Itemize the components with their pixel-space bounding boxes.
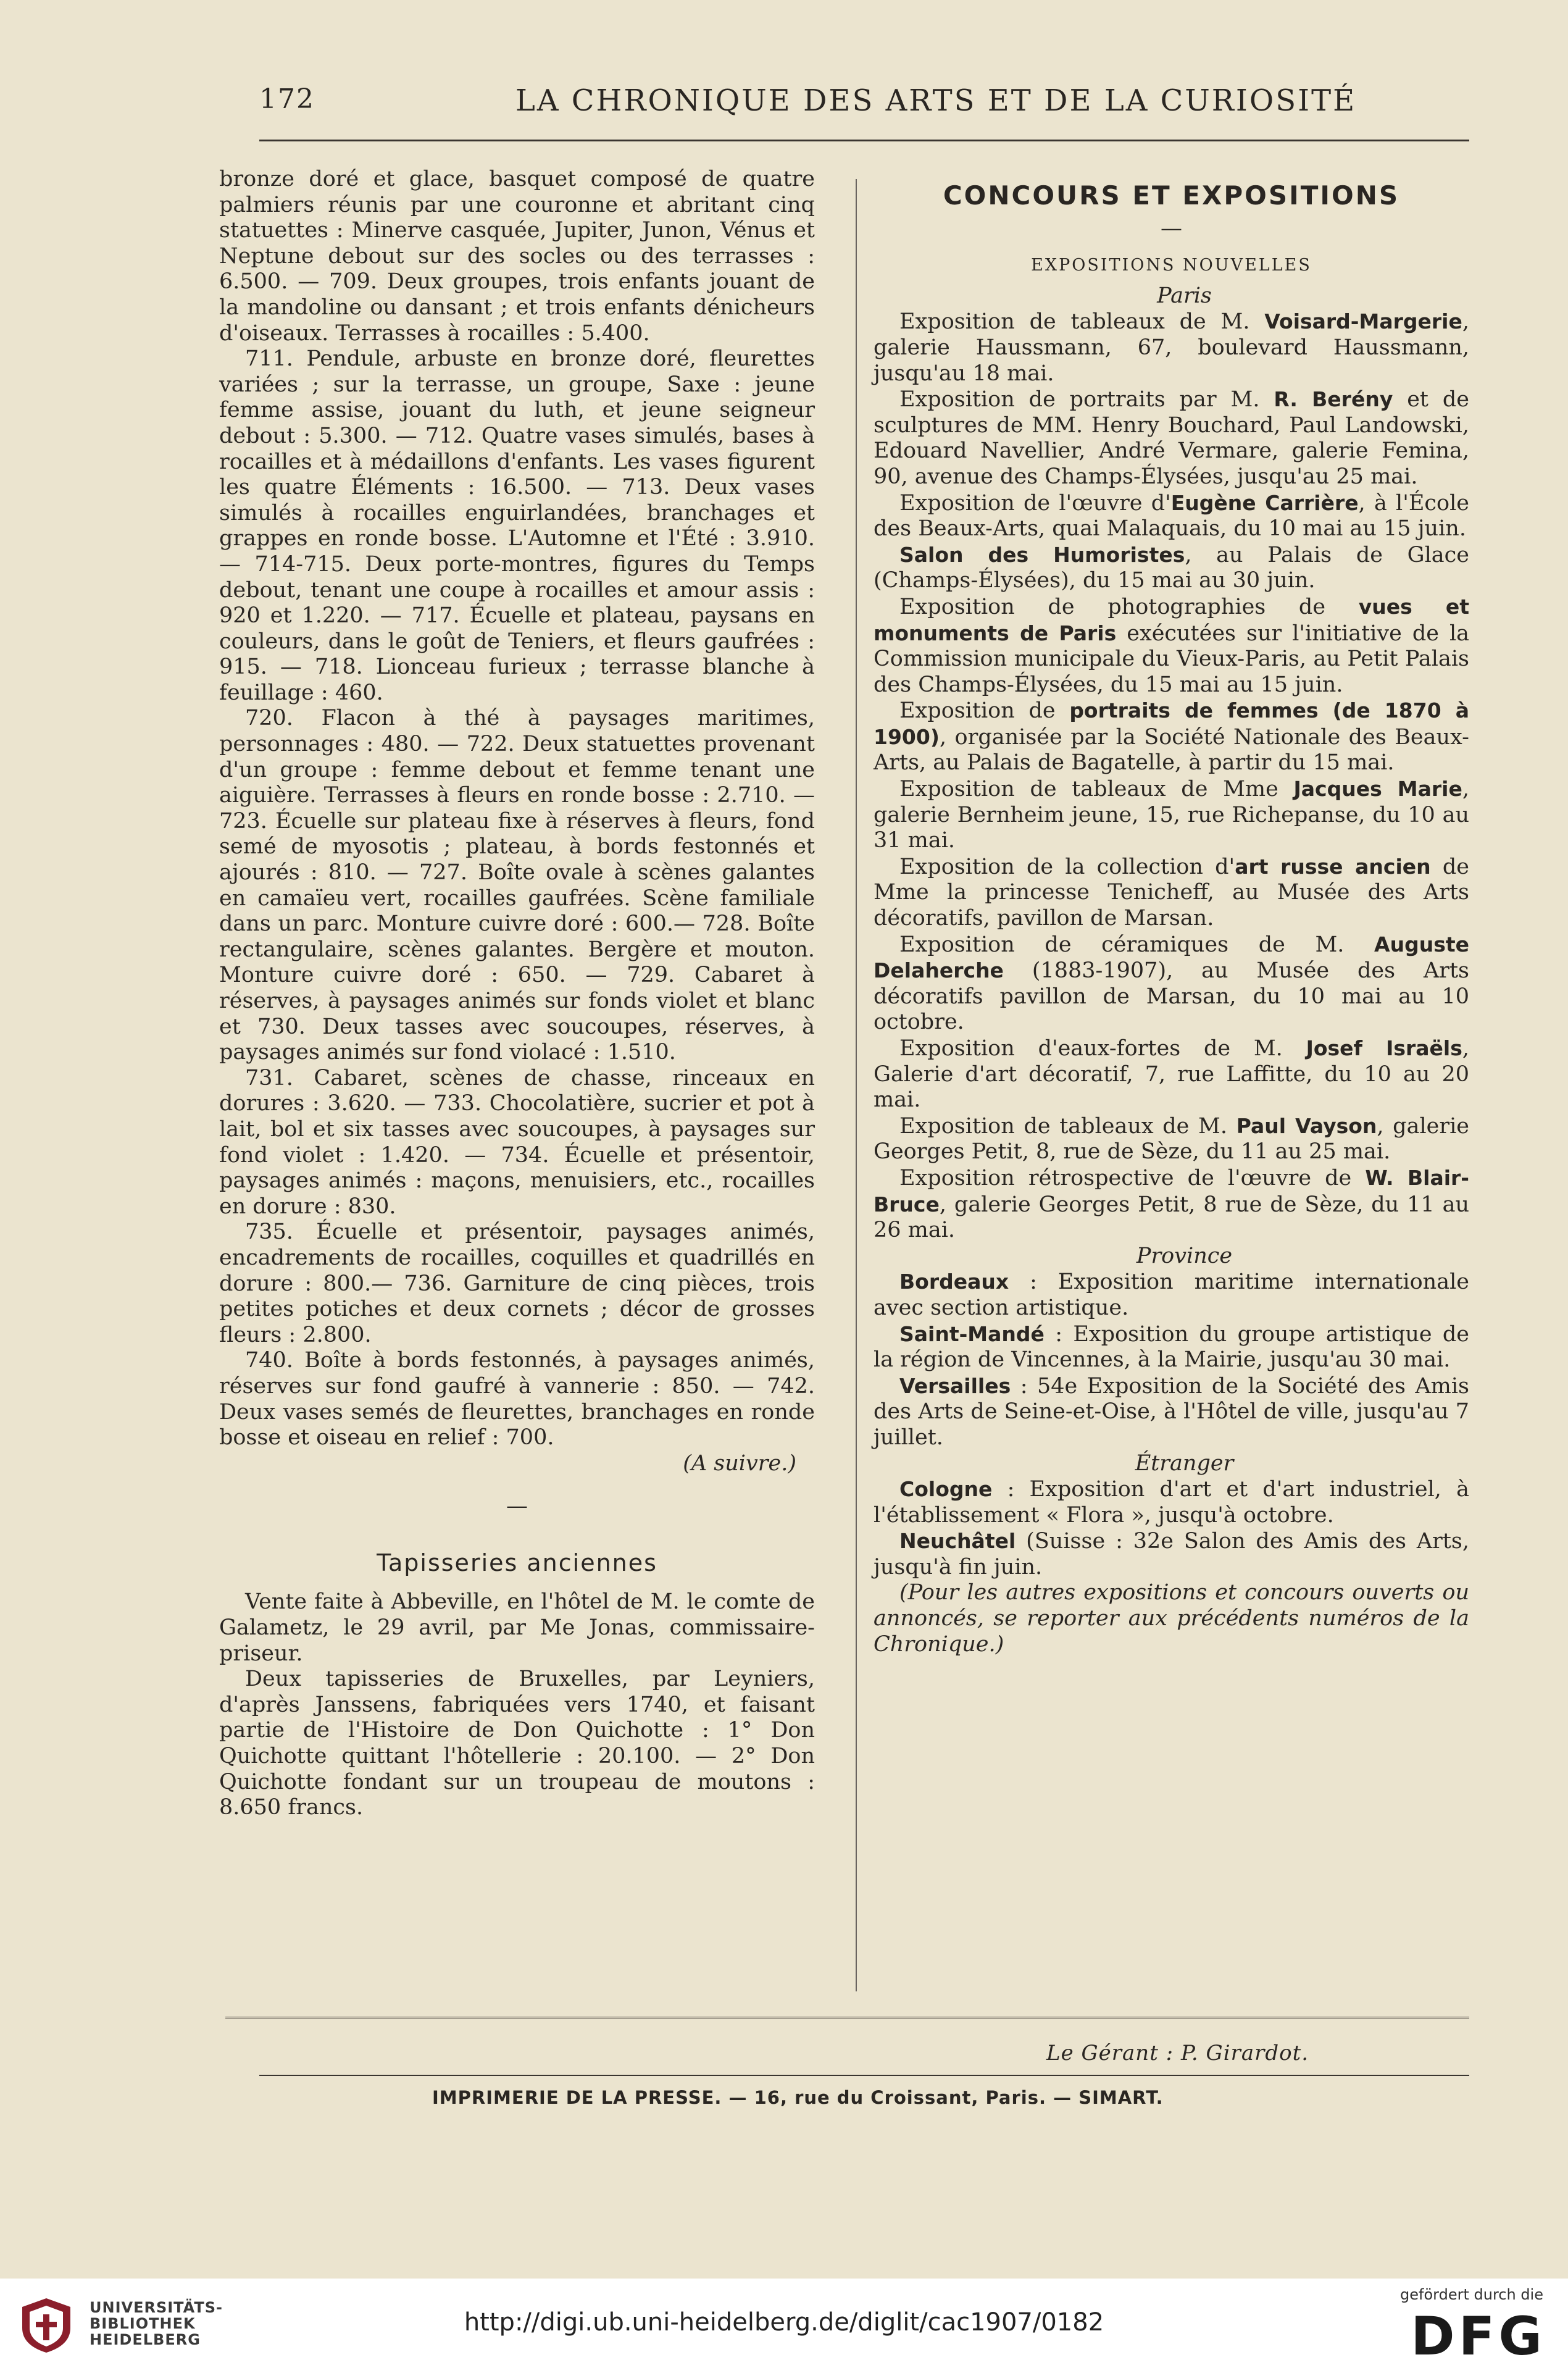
exhibition-entry xyxy=(874,387,1469,490)
entry-highlight: Bordeaux xyxy=(899,1270,1009,1294)
entry-text: exécutées sur l'initiative de la Commission municipale du Vieux-Paris, au Petit Palais des Champs-Élysées, du 15 mai au 15 juin. xyxy=(874,621,1470,697)
entry-text: (Suisse : 32e Salon des Amis des Arts, jusqu'à fin juin. xyxy=(874,1529,1469,1580)
tapestry-heading: Tapisseries anciennes xyxy=(377,1549,657,1576)
abroad-entries xyxy=(874,1476,1469,1580)
entry-text: Exposition de tableaux de M. xyxy=(899,309,1265,335)
entry-text: , galerie Haussmann, 67, boulevard Haussmann, jusqu'au 18 mai. xyxy=(874,309,1469,386)
dfg-logo: DFG xyxy=(1411,2306,1546,2367)
exhibition-entry xyxy=(874,309,1469,387)
entry-highlight: Auguste Delaherche xyxy=(874,932,1469,983)
entry-text: et de sculptures de MM. Henry Bouchard, Paul Landowski, Edouard Navellier, André Vermare, galerie Femina, 90, avenue des Champs-Élysées, jusqu'au 25 mai. xyxy=(874,387,1469,489)
exhibition-entry xyxy=(874,1165,1469,1244)
entry-text: , Galerie d'art décoratif, 7, rue Laffitte, du 10 au 20 mai. xyxy=(874,1036,1470,1113)
entry-text: Exposition de la collection d' xyxy=(899,854,1235,879)
permalink-url[interactable]: http://digi.ub.uni-heidelberg.de/diglit/cac1907/0182 xyxy=(464,2308,1104,2337)
province-entries xyxy=(874,1269,1469,1450)
entry-text: , au Palais de Glace (Champs-Élysées), du 15 mai au 30 juin. xyxy=(874,542,1469,593)
library-name-line: BIBLIOTHEK xyxy=(90,2315,196,2332)
entry-text: Exposition d'eaux-fortes de M. xyxy=(899,1036,1306,1061)
paragraph: Deux tapisseries de Bruxelles, par Leyniers, d'après Janssens, fabriquées vers 1740, et faisant partie de l'Histoire de Don Quichotte : 1° Don Quichotte quittant l'hôtellerie : 20.100. — 2° Don Quichotte fondant sur un troupeau de moutons : 8.650 francs. xyxy=(219,1667,815,1820)
printer-imprint: IMPRIMERIE DE LA PRESSE. — 16, rue du Croissant, Paris. — SIMART. xyxy=(432,2087,1164,2108)
abroad-label: Étranger xyxy=(1135,1450,1234,1476)
exhibition-entry xyxy=(874,1269,1469,1321)
paragraph: bronze doré et glace, basquet composé de quatre palmiers réunis par une couronne et abritant cinq statuettes : Minerve casquée, Jupiter, Junon, Vénus et Neptune debout sur des socles ou des terrasses : 6.500. — 709. Deux groupes, trois enfants jouant de la mandoline ou dansant ; et trois enfants dénicheurs d'oiseaux. Terrasses à rocailles : 5.400. xyxy=(219,167,815,346)
running-header xyxy=(259,83,1469,127)
section-title: CONCOURS ET EXPOSITIONS xyxy=(943,180,1400,211)
exhibition-entry xyxy=(874,542,1469,594)
exhibition-entry xyxy=(874,698,1469,776)
footer-rule xyxy=(259,2075,1469,2076)
entry-text: Exposition de tableaux de Mme xyxy=(899,777,1294,802)
entry-highlight: Cologne xyxy=(899,1477,993,1502)
journal-title: LA CHRONIQUE DES ARTS ET DE LA CURIOSITÉ xyxy=(515,83,1357,118)
library-name-line: HEIDELBERG xyxy=(90,2331,201,2348)
paragraph: 720. Flacon à thé à paysages maritimes, personnages : 480. — 722. Deux statuettes provenant d'un groupe : femme debout et femme tenant une aiguière. Terrasses à fleurs en ronde bosse : 2.710. — 723. Écuelle sur plateau fixe à réserves à fleurs, fond semé de myosotis ; plateau, à bords festonnés et ajourés : 810. — 727. Boîte ovale à scènes galantes en camaïeu vert, rocailles gaufrées. Scène familiale dans un parc. Monture cuivre doré : 600.— 728. Boîte rectangulaire, scènes galantes. Bergère et mouton. Monture cuivre doré : 650. — 729. Cabaret à réserves, à paysages animés sur fonds violet et blanc et 730. Deux tasses avec soucoupes, réserves, à paysages animés sur fond violacé : 1.510. xyxy=(219,706,815,1065)
entry-text: Exposition de portraits par M. xyxy=(899,387,1274,412)
entry-text: Exposition de céramiques de M. xyxy=(899,932,1375,957)
entry-text: : Exposition maritime internationale avec section artistique. xyxy=(874,1270,1469,1320)
entry-highlight: Saint-Mandé xyxy=(899,1321,1045,1346)
entry-highlight: vues et monuments de Paris xyxy=(874,594,1469,645)
exhibition-entry xyxy=(874,1528,1469,1580)
to-be-continued: (A suivre.) xyxy=(683,1450,796,1476)
exhibition-entry xyxy=(874,1036,1469,1113)
paris-entries xyxy=(874,309,1469,1243)
entry-text: Exposition de tableaux de M. xyxy=(899,1113,1236,1139)
province-label: Province xyxy=(1136,1243,1233,1268)
entry-highlight: Jacques Marie xyxy=(1293,777,1462,801)
funding-note: gefördert durch die xyxy=(1400,2286,1543,2303)
entry-text: , organisée par la Société Nationale des Beaux-Arts, au Palais de Bagatelle, à partir du 15 mai. xyxy=(874,724,1469,776)
paragraph: 740. Boîte à bords festonnés, à paysages animés, réserves sur fond gaufré à vannerie : 850. — 742. Deux vases semés de fleurettes, branchages en ronde bosse et oiseau en relief : 700. xyxy=(219,1348,815,1450)
library-name-line: UNIVERSITÄTS- xyxy=(90,2299,223,2316)
entry-text: Exposition rétrospective de l'œuvre de xyxy=(899,1165,1366,1191)
exhibition-entry xyxy=(874,1321,1469,1373)
separator-dash: — xyxy=(506,1494,528,1519)
paragraph: 711. Pendule, arbuste en bronze doré, fleurettes variées ; sur la terrasse, un groupe, Saxe : jeune femme assise, jouant du luth, et jeune seigneur debout : 5.300. — 712. Quatre vases simulés, bases à rocailles et à médaillons d'enfants. Les vases figurent les quatre Éléments : 16.500. — 713. Deux vases simulés à rocailles enguirlandées, branchages et grappes en ronde bosse. L'Automne et l'Été : 3.910. — 714-715. Deux porte-montres, figures du Temps debout, tenant une coupe à rocailles et amour assis : 920 et 1.220. — 717. Écuelle et plateau, paysans en couleurs, dans le goût de Teniers, et fleurs gaufrées : 915. — 718. Lionceau furieux ; terrasse blanche à feuillage : 460. xyxy=(219,346,815,705)
exhibition-entry xyxy=(874,776,1469,854)
entry-highlight: Salon des Humoristes xyxy=(899,542,1185,567)
paris-label: Paris xyxy=(1157,283,1212,308)
entry-text: Exposition de photographies de xyxy=(899,594,1359,619)
exhibition-entry xyxy=(874,1373,1469,1451)
paragraph: 735. Écuelle et présentoir, paysages animés, encadrements de rocailles, coquilles et quadrillés en dorure : 800.— 736. Garniture de cinq pièces, trois petites potiches et deux cornets ; décor de grosses fleurs : 2.800. xyxy=(219,1220,815,1347)
right-column xyxy=(874,167,1469,1657)
entry-text: : Exposition du groupe artistique de la région de Vincennes, à la Mairie, jusqu'au 30 mai. xyxy=(874,1321,1469,1373)
exhibition-entry xyxy=(874,854,1469,932)
page-number: 172 xyxy=(259,83,315,115)
left-column xyxy=(219,167,815,1821)
entry-highlight: portraits de femmes (de 1870 à 1900) xyxy=(874,698,1469,749)
entry-highlight: Voisard-Margerie xyxy=(1264,309,1462,334)
paragraph: 731. Cabaret, scènes de chasse, rinceaux en dorures : 3.620. — 733. Chocolatière, sucrier et pot à lait, bol et six tasses avec soucoupes, à paysages sur fond violet : 1.420. — 734. Écuelle et présentoir, paysages animés : maçons, menuisiers, etc., rocailles en dorure : 830. xyxy=(219,1065,815,1219)
closing-note: (Pour les autres expositions et concours ouverts ou annoncés, se reporter aux précédents numéros de la Chronique.) xyxy=(874,1580,1469,1657)
exhibition-entry xyxy=(874,1476,1469,1528)
exhibition-entry xyxy=(874,932,1469,1036)
section-dash: — xyxy=(1161,216,1182,241)
entry-highlight: art russe ancien xyxy=(1235,854,1431,879)
entry-highlight: Eugène Carrière xyxy=(1170,490,1359,515)
entry-highlight: Josef Israëls xyxy=(1306,1036,1462,1060)
entry-text: , à l'École des Beaux-Arts, quai Malaquais, du 10 mai au 15 juin. xyxy=(874,490,1469,542)
gerant-line: Le Gérant : P. Girardot. xyxy=(1046,2041,1309,2065)
exhibition-entry xyxy=(874,594,1469,698)
paragraph: Vente faite à Abbeville, en l'hôtel de M. le comte de Galametz, le 29 avril, par Me Jonas, commissaire-priseur. xyxy=(219,1589,815,1666)
entry-text: Exposition de l'œuvre d' xyxy=(899,490,1171,516)
entry-text: Exposition de xyxy=(899,698,1070,724)
entry-text: , galerie Georges Petit, 8, rue de Sèze, du 11 au 25 mai. xyxy=(874,1113,1469,1165)
header-rule xyxy=(259,140,1469,141)
entry-text: : Exposition d'art et d'art industriel, à l'établissement « Flora », jusqu'à octobre. xyxy=(874,1477,1469,1528)
column-separator xyxy=(856,179,857,1991)
entry-text: , galerie Georges Petit, 8 rue de Sèze, du 11 au 26 mai. xyxy=(874,1192,1469,1243)
subsection-title: EXPOSITIONS NOUVELLES xyxy=(1031,256,1312,275)
entry-highlight: R. Berény xyxy=(1274,387,1393,412)
exhibition-entry xyxy=(874,1113,1469,1165)
entry-text: (1883-1907), au Musée des Arts décoratifs pavillon de Marsan, du 10 mai au 10 octobre. xyxy=(874,958,1469,1035)
entry-highlight: Paul Vayson xyxy=(1236,1113,1377,1138)
entry-highlight: Neuchâtel xyxy=(899,1529,1016,1554)
entry-highlight: Versailles xyxy=(899,1373,1011,1398)
entry-text: : 54e Exposition de la Société des Amis des Arts de Seine-et-Oise, à l'Hôtel de ville, jusqu'au 7 juillet. xyxy=(874,1373,1469,1450)
entry-text: , galerie Bernheim jeune, 15, rue Richepanse, du 10 au 31 mai. xyxy=(874,777,1469,853)
entry-text: de Mme la princesse Tenicheff, au Musée des Arts décoratifs, pavillon de Marsan. xyxy=(874,854,1469,931)
digitization-footer xyxy=(0,2279,1568,2373)
entry-highlight: W. Blair-Bruce xyxy=(874,1165,1470,1216)
exhibition-entry xyxy=(874,490,1469,542)
footer-double-rule xyxy=(225,2017,1469,2023)
